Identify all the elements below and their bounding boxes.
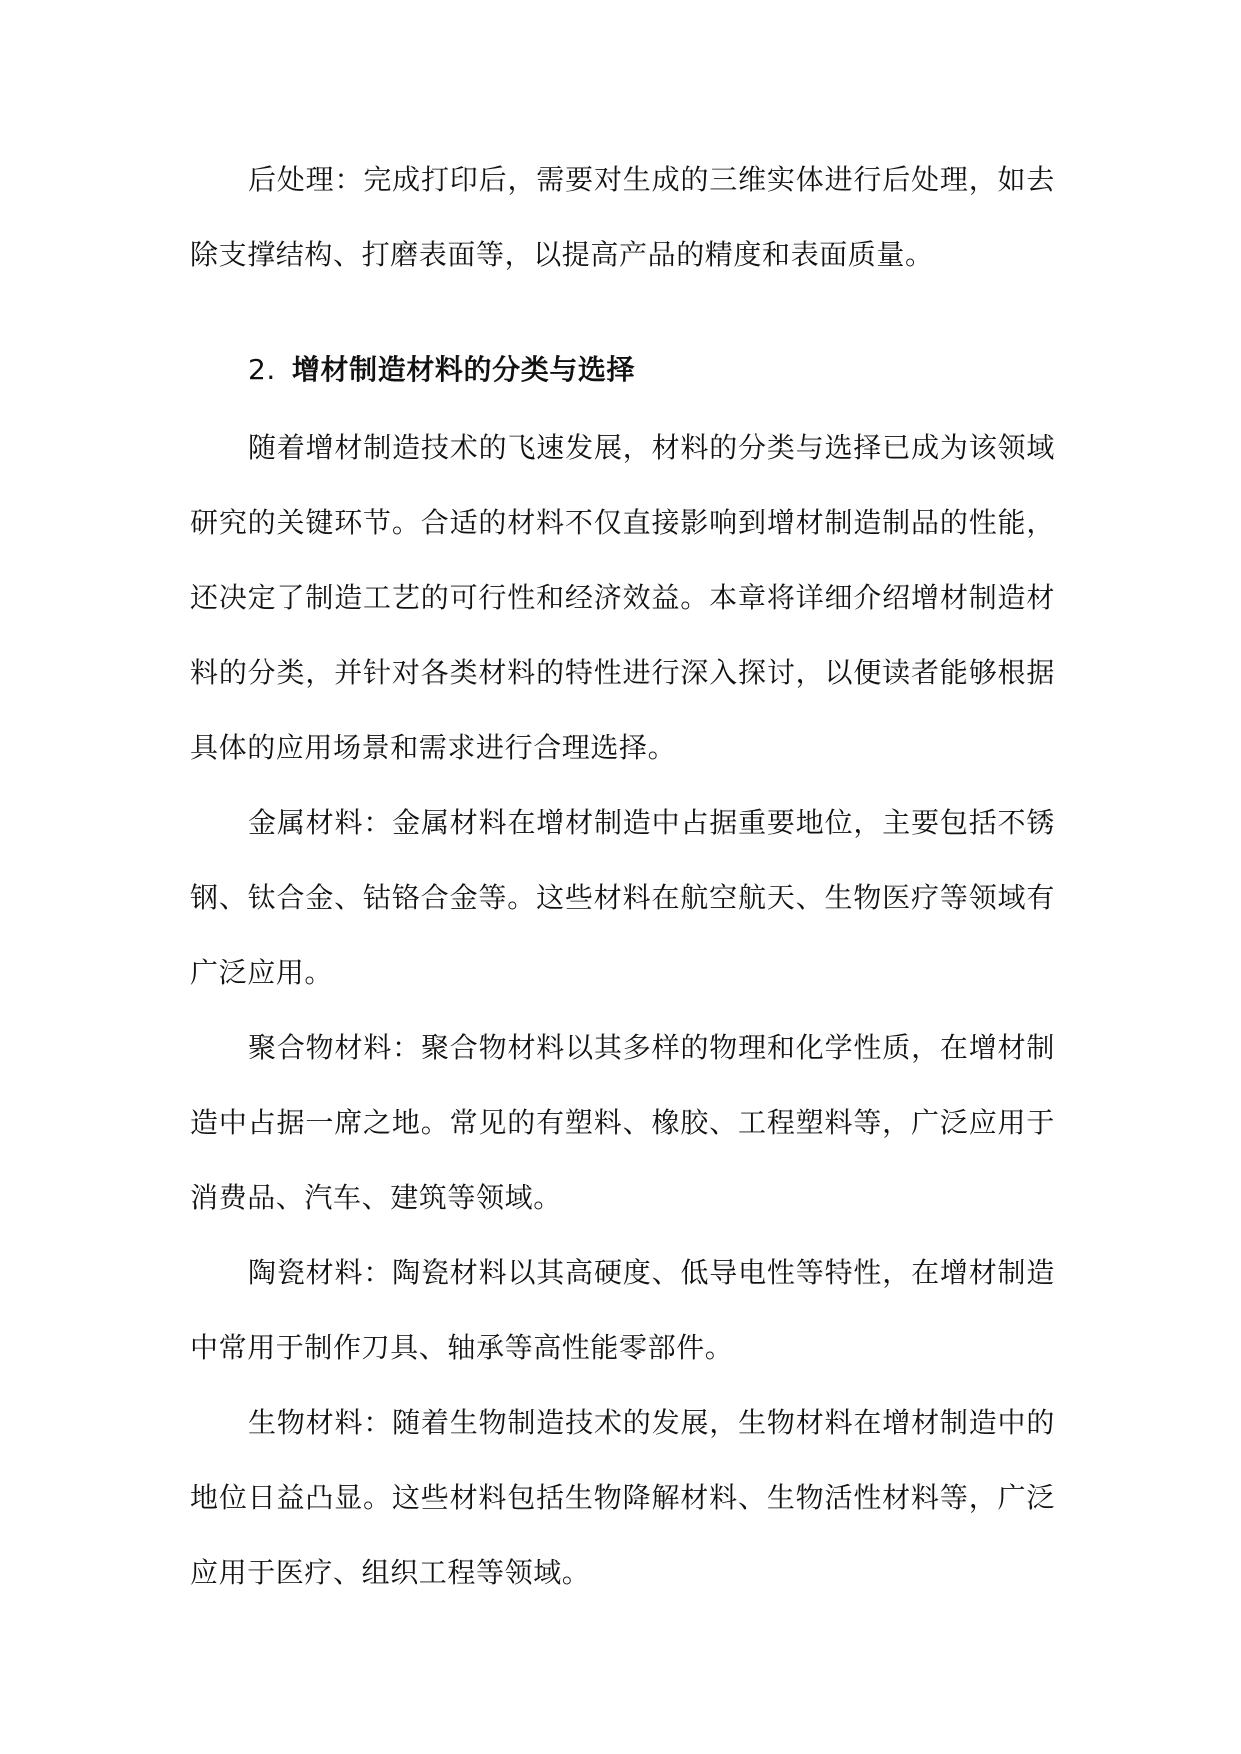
paragraph-post-processing: 后处理：完成打印后，需要对生成的三维实体进行后处理，如去除支撑结构、打磨表面等，以提高产品的精度和表面质量。 — [190, 163, 1055, 271]
paragraph-introduction: 随着增材制造技术的飞速发展，材料的分类与选择已成为该领域研究的关键环节。合适的材料不仅直接影响到增材制造制品的性能，还决定了制造工艺的可行性和经济效益。本章将详细介绍增材制造材料的分类，并针对各类材料的特性进行深入探讨，以便读者能够根据具体的应用场景和需求进行合理选择。 — [190, 431, 1055, 764]
paragraph-bio-materials: 生物材料：随着生物制造技术的发展，生物材料在增材制造中的地位日益凸显。这些材料包括生物降解材料、生物活性材料等，广泛应用于医疗、组织工程等领域。 — [190, 1406, 1055, 1589]
section-heading — [190, 292, 1055, 410]
paragraph-polymer-materials: 聚合物材料：聚合物材料以其多样的物理和化学性质，在增材制造中占据一席之地。常见的有塑料、橡胶、工程塑料等，广泛应用于消费品、汽车、建筑等领域。 — [190, 1031, 1055, 1214]
section-number: 2. — [248, 353, 276, 386]
section-title: 增材制造材料的分类与选择 — [291, 353, 636, 386]
paragraph-ceramic-materials: 陶瓷材料：陶瓷材料以其高硬度、低导电性等特性，在增材制造中常用于制作刀具、轴承等高性能零部件。 — [190, 1256, 1055, 1364]
page-body — [190, 142, 1055, 1610]
paragraph-metal-materials: 金属材料：金属材料在增材制造中占据重要地位，主要包括不锈钢、钛合金、钴铬合金等。这些材料在航空航天、生物医疗等领域有广泛应用。 — [190, 806, 1055, 989]
